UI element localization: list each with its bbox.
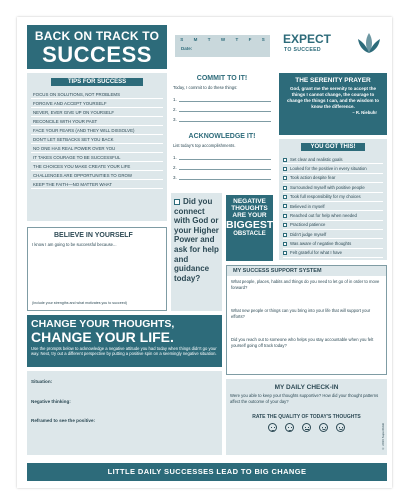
got-this-item[interactable] xyxy=(283,202,383,211)
item-checkbox[interactable] xyxy=(283,251,287,255)
tip-item: DON'T LET SETBACKS SET YOU BACK xyxy=(31,135,163,144)
day-5[interactable]: F xyxy=(248,37,252,42)
neg-line5: OBSTACLE xyxy=(233,231,266,237)
rating-faces xyxy=(226,423,387,432)
commit-number: 1. xyxy=(173,96,177,102)
date-box xyxy=(175,35,270,57)
item-checkbox[interactable] xyxy=(283,233,287,237)
tip-item: RECONCILE WITH YOUR PAST xyxy=(31,117,163,126)
item-checkbox[interactable] xyxy=(283,167,287,171)
got-this-label: Took full responsibility for my choices xyxy=(290,194,361,200)
reframe-panel xyxy=(27,371,222,455)
support-q2: What new people or things can you bring into your life that will support your efforts? xyxy=(231,308,371,319)
checkin-heading: MY DAILY CHECK-IN xyxy=(274,384,339,391)
day-selector xyxy=(175,37,270,42)
commit-line[interactable] xyxy=(173,114,271,122)
tip-item: FOCUS ON SOLUTIONS, NOT PROBLEMS xyxy=(31,90,163,99)
god-checkbox[interactable] xyxy=(174,199,180,205)
god-question: Did you connect with God or your Higher Power and ask for help and guidance today? xyxy=(174,197,219,283)
checkin-panel xyxy=(226,379,387,455)
support-heading: MY SUCCESS SUPPORT SYSTEM xyxy=(227,266,386,276)
commit-line[interactable] xyxy=(173,94,271,102)
support-q3: Did you reach out to someone who helps you stay accountable when you felt yourself going off track today? xyxy=(231,337,374,348)
brand-logo xyxy=(279,29,387,63)
got-this-label: Practiced patience xyxy=(290,222,326,228)
god-panel xyxy=(171,193,222,311)
got-this-label: Took action despite fear xyxy=(290,175,336,181)
got-this-list xyxy=(283,155,383,258)
acknowledge-line[interactable] xyxy=(173,162,271,170)
commit-number: 2. xyxy=(173,106,177,112)
support-q1: What people, places, habits and things do you need to let go of in order to move forward? xyxy=(231,279,380,290)
face-mouth xyxy=(339,428,343,430)
acknowledge-number: 1. xyxy=(173,154,177,160)
got-this-item[interactable] xyxy=(283,230,383,239)
believe-prompt: I know I am going to be successful because... xyxy=(32,242,117,247)
got-this-item[interactable] xyxy=(283,193,383,202)
serenity-panel xyxy=(279,73,387,135)
day-2[interactable]: T xyxy=(207,37,211,42)
got-this-item[interactable] xyxy=(283,164,383,173)
tip-item: CHALLENGES ARE OPPORTUNITIES TO GROW xyxy=(31,171,163,180)
believe-heading: BELIEVE IN YOURSELF xyxy=(54,232,133,239)
neg-line1: NEGATIVE xyxy=(233,198,266,205)
got-this-item[interactable] xyxy=(283,239,383,248)
god-text xyxy=(174,197,219,283)
title-line1: BACK ON TRACK TO xyxy=(34,29,160,43)
acknowledge-heading: ACKNOWLEDGE IT! xyxy=(188,133,256,140)
got-this-item[interactable] xyxy=(283,249,383,258)
item-checkbox[interactable] xyxy=(283,242,287,246)
commit-prompt: Today, I commit to do these things: xyxy=(173,85,238,90)
believe-panel xyxy=(27,227,167,311)
tips-list xyxy=(31,90,163,189)
got-this-heading: YOU GOT THIS! xyxy=(301,143,365,151)
date-label: Date: xyxy=(181,46,193,51)
sad-face-icon[interactable] xyxy=(285,423,294,432)
serenity-text: God, grant me the serenity to accept the things I cannot change, the courage to change the things I can, and the wisdom to know the difference. xyxy=(286,86,379,109)
commit-rule xyxy=(179,107,271,112)
very-sad-face-icon[interactable] xyxy=(268,423,277,432)
serenity-author: – R. Niebuhr xyxy=(352,110,377,115)
planner-sheet xyxy=(17,17,392,488)
tip-item: NEVER, EVER GIVE UP ON YOURSELF xyxy=(31,108,163,117)
item-checkbox[interactable] xyxy=(283,186,287,190)
acknowledge-line[interactable] xyxy=(173,152,271,160)
acknowledge-lines xyxy=(171,152,273,180)
commit-number: 3. xyxy=(173,116,177,122)
got-this-item[interactable] xyxy=(283,221,383,230)
footer-banner: LITTLE DAILY SUCCESSES LEAD TO BIG CHANGE xyxy=(27,463,387,481)
day-3[interactable]: W xyxy=(220,37,226,42)
got-this-label: Believed in myself xyxy=(290,203,325,209)
brand-line2: TO SUCCEED xyxy=(284,47,321,53)
title-block xyxy=(27,25,167,69)
change-line2: CHANGE YOUR LIFE. xyxy=(31,329,174,345)
day-6[interactable]: S xyxy=(261,37,265,42)
got-this-label: Felt grateful for what I have xyxy=(290,250,343,256)
got-this-item[interactable] xyxy=(283,211,383,220)
acknowledge-panel xyxy=(171,133,273,188)
reframed-label: Reframed to see the positive: xyxy=(31,418,96,424)
got-this-label: Set clear and realistic goals xyxy=(290,156,343,162)
neg-line3: ARE YOUR xyxy=(232,212,267,219)
got-this-label: Was aware of negative thoughts xyxy=(290,241,352,247)
face-eyes xyxy=(305,427,309,428)
got-this-label: Reached out for help when needed xyxy=(290,212,357,218)
tip-item: THE CHOICES YOU MAKE CREATE YOUR LIFE xyxy=(31,162,163,171)
item-checkbox[interactable] xyxy=(283,223,287,227)
change-panel xyxy=(27,315,222,367)
negative-label: Negative thinking: xyxy=(31,398,71,404)
face-eyes xyxy=(271,427,275,428)
serenity-heading: THE SERENITY PRAYER xyxy=(295,77,371,84)
tip-item: NO ONE HAS REAL POWER OVER YOU xyxy=(31,144,163,153)
copyright: © 2016 SuperOddz xyxy=(381,423,385,451)
very-happy-face-icon[interactable] xyxy=(336,423,345,432)
item-checkbox[interactable] xyxy=(283,195,287,199)
acknowledge-prompt: List today's top accomplishments. xyxy=(173,143,236,148)
commit-lines xyxy=(171,94,273,122)
got-this-item[interactable] xyxy=(283,174,383,183)
acknowledge-rule xyxy=(179,155,271,160)
acknowledge-rule xyxy=(179,165,271,170)
day-4[interactable]: T xyxy=(235,37,239,42)
neg-line4: BIGGEST xyxy=(226,219,274,231)
acknowledge-line[interactable] xyxy=(173,172,271,180)
acknowledge-rule xyxy=(179,175,271,180)
tips-heading: TIPS FOR SUCCESS xyxy=(51,78,143,86)
face-eyes xyxy=(288,427,292,428)
got-this-label: Looked for the positive in every situation xyxy=(290,166,367,172)
item-checkbox[interactable] xyxy=(283,214,287,218)
face-mouth xyxy=(288,430,292,432)
rate-label: RATE THE QUALITY OF TODAY'S THOUGHTS xyxy=(252,414,361,421)
face-mouth xyxy=(305,429,309,431)
face-mouth xyxy=(322,428,326,430)
got-this-item[interactable] xyxy=(283,155,383,164)
neutral-face-icon[interactable] xyxy=(302,423,311,432)
item-checkbox[interactable] xyxy=(283,176,287,180)
title-line2: SUCCESS xyxy=(42,42,152,67)
situation-label: Situation: xyxy=(31,379,53,384)
day-1[interactable]: M xyxy=(193,37,198,42)
tip-item: KEEP THE FAITH—NO MATTER WHAT xyxy=(31,180,163,189)
item-checkbox[interactable] xyxy=(283,204,287,208)
support-panel xyxy=(226,265,387,375)
neg-line2: THOUGHTS xyxy=(231,205,268,212)
commit-rule xyxy=(179,117,271,122)
acknowledge-number: 3. xyxy=(173,174,177,180)
acknowledge-number: 2. xyxy=(173,164,177,170)
change-desc: Use the prompts below to acknowledge a negative attitude you had today when things didn't go your way. Next, try out a different perspective by putting a positive spin on a seemingly negative situation. xyxy=(31,346,217,357)
change-line1: CHANGE YOUR THOUGHTS, xyxy=(31,318,175,330)
tip-item: IT TAKES COURAGE TO BE SUCCESSFUL xyxy=(31,153,163,162)
commit-rule xyxy=(179,97,271,102)
commit-heading: COMMIT TO IT! xyxy=(196,75,248,82)
got-this-label: Didn't judge myself xyxy=(290,231,327,237)
checkin-text: Were you able to keep your thoughts supportive? How did your thought patterns affect the outcome of your day? xyxy=(230,393,379,404)
face-mouth xyxy=(271,430,275,432)
got-this-item[interactable] xyxy=(283,183,383,192)
believe-footer: (Include your strengths and what motivates you to succeed) xyxy=(32,301,127,306)
got-this-label: Surrounded myself with positive people xyxy=(290,184,365,190)
commit-line[interactable] xyxy=(173,104,271,112)
got-this-panel xyxy=(279,139,387,260)
brand-line1: EXPECT xyxy=(283,32,332,46)
commit-panel xyxy=(171,75,273,127)
tip-item: FORGIVE AND ACCEPT YOURSELF xyxy=(31,99,163,108)
tip-item: FACE YOUR FEARS (AND THEY WILL DISSOLVE) xyxy=(31,126,163,135)
tips-panel xyxy=(27,73,167,221)
negative-thoughts-panel xyxy=(226,195,273,261)
day-0[interactable]: S xyxy=(180,37,184,42)
item-checkbox[interactable] xyxy=(283,158,287,162)
happy-face-icon[interactable] xyxy=(319,423,328,432)
lotus-icon xyxy=(354,31,384,57)
